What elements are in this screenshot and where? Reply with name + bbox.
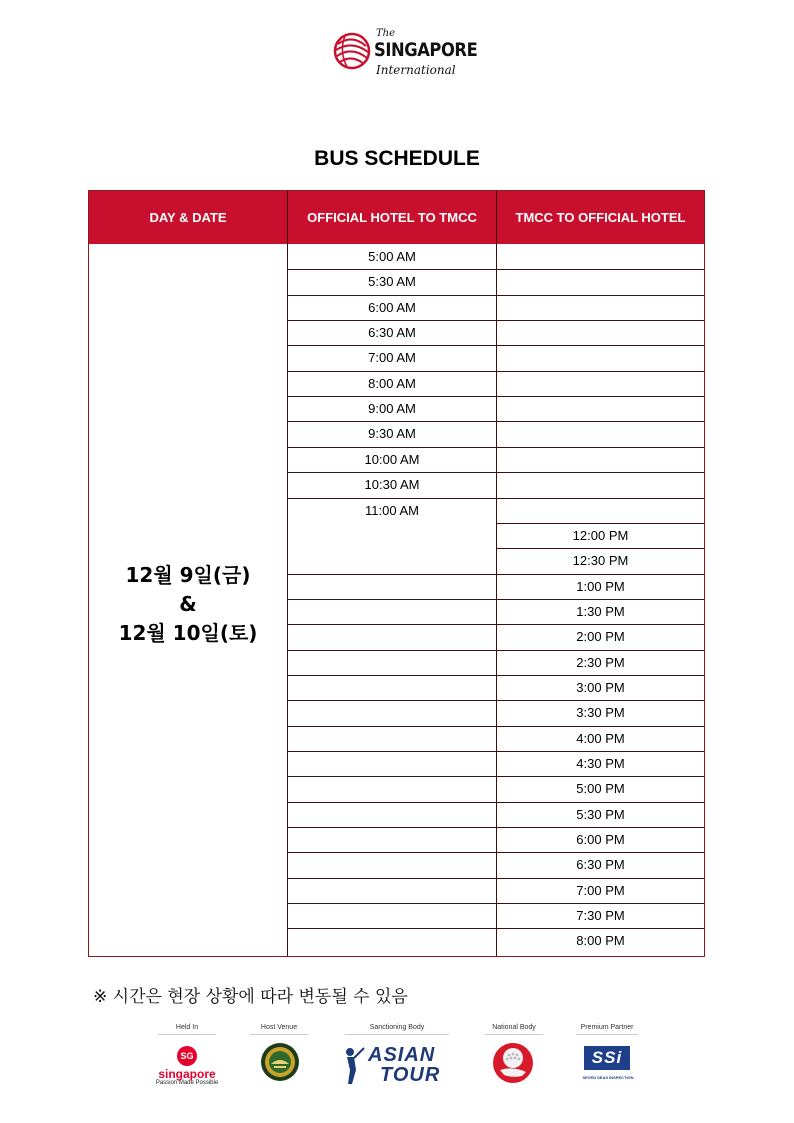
- tmcc-to-hotel-time: 2:00 PM: [576, 629, 625, 644]
- host-venue-seal-icon: [260, 1042, 300, 1082]
- hotel-to-tmcc-time: 5:30 AM: [368, 274, 416, 289]
- row-divider: [496, 269, 704, 270]
- tmcc-to-hotel-time: 3:30 PM: [576, 705, 625, 720]
- row-divider: [287, 624, 496, 625]
- hotel-to-tmcc-time: 9:00 AM: [368, 401, 416, 416]
- logo-the-text: The: [376, 28, 396, 39]
- row-divider: [287, 700, 496, 701]
- tmcc-to-hotel-time: 4:00 PM: [576, 731, 625, 746]
- ssi-logo: [578, 1042, 638, 1086]
- row-divider: [496, 498, 704, 499]
- hotel-to-tmcc-time: 8:00 AM: [368, 376, 416, 391]
- row-divider: [287, 650, 496, 651]
- page-title: BUS SCHEDULE: [314, 147, 480, 170]
- golfer-silhouette-icon: [340, 1046, 366, 1086]
- row-divider: [287, 574, 496, 575]
- tmcc-to-hotel-time: 2:30 PM: [576, 655, 625, 670]
- tmcc-to-hotel-time: 6:00 PM: [576, 832, 625, 847]
- asian-tour-line1: ASIAN: [368, 1044, 436, 1066]
- logo-sub-text: International: [376, 63, 456, 77]
- ssi-name: SEVEN SEAS INSPECTION: [582, 1075, 634, 1080]
- sponsor-label: National Body: [492, 1024, 536, 1031]
- tmcc-to-hotel-time: 1:30 PM: [576, 604, 625, 619]
- tmcc-to-hotel-time: 5:00 PM: [576, 781, 625, 796]
- asian-tour-line2: TOUR: [380, 1064, 441, 1086]
- hotel-to-tmcc-time: 10:00 AM: [364, 452, 420, 467]
- day-line: 12월 9일(금): [125, 563, 251, 587]
- sponsor-divider: [345, 1034, 449, 1035]
- row-divider: [496, 472, 704, 473]
- sponsor-divider: [158, 1034, 216, 1035]
- hotel-to-tmcc-time: 11:00 AM: [365, 503, 419, 518]
- tmcc-to-hotel-time: 7:00 PM: [576, 883, 625, 898]
- hotel-to-tmcc-time: 7:00 AM: [368, 350, 416, 365]
- row-divider: [287, 776, 496, 777]
- row-divider: [496, 396, 704, 397]
- hotel-to-tmcc-time: 6:30 AM: [368, 325, 416, 340]
- row-divider: [287, 726, 496, 727]
- sponsor-label: Sanctioning Body: [369, 1024, 425, 1031]
- row-divider: [496, 421, 704, 422]
- tmcc-to-hotel-time: 5:30 PM: [576, 807, 625, 822]
- row-divider: [287, 751, 496, 752]
- column-header-day-date: DAY & DATE: [149, 210, 227, 225]
- globe-swirl-icon: [333, 30, 371, 72]
- sponsor-label: Premium Partner: [580, 1024, 634, 1031]
- tournament-logo: [333, 26, 478, 82]
- sponsor-divider: [576, 1034, 638, 1035]
- tmcc-to-hotel-time: 4:30 PM: [576, 756, 625, 771]
- row-divider: [287, 802, 496, 803]
- singapore-wordmark: singapore: [158, 1067, 216, 1081]
- singapore-logo: [150, 1042, 224, 1090]
- row-divider: [496, 295, 704, 296]
- sponsor-divider: [485, 1034, 543, 1035]
- tmcc-to-hotel-time: 7:30 PM: [576, 908, 625, 923]
- tmcc-to-hotel-time: 6:30 PM: [576, 857, 625, 872]
- sg-badge-icon: SG: [177, 1046, 197, 1066]
- logo-main-text: SINGAPORE: [374, 39, 478, 61]
- bus-schedule-table: [88, 190, 705, 957]
- row-divider: [287, 903, 496, 904]
- singapore-tagline: Passion Made Possible: [155, 1080, 219, 1086]
- row-divider: [496, 371, 704, 372]
- row-divider: [287, 878, 496, 879]
- day-date-cell: [89, 561, 287, 648]
- ssi-mark: SSi: [584, 1046, 630, 1070]
- day-line: 12월 10일(토): [118, 621, 258, 645]
- table-header: [89, 191, 704, 244]
- hotel-to-tmcc-time: 5:00 AM: [368, 249, 416, 264]
- row-divider: [496, 320, 704, 321]
- day-line: &: [179, 592, 197, 616]
- tmcc-to-hotel-time: 12:00 PM: [572, 528, 629, 543]
- asian-tour-logo: [340, 1042, 455, 1088]
- column-header-tmcc-to-hotel: TMCC TO OFFICIAL HOTEL: [515, 210, 686, 225]
- tmcc-to-hotel-time: 3:00 PM: [576, 680, 625, 695]
- row-divider: [496, 447, 704, 448]
- row-divider: [287, 928, 496, 929]
- tmcc-to-hotel-time: 8:00 PM: [576, 933, 625, 948]
- column-header-hotel-to-tmcc: OFFICIAL HOTEL TO TMCC: [307, 210, 477, 225]
- schedule-notice: ※ 시간은 현장 상황에 따라 변동될 수 있음: [93, 987, 408, 1007]
- sponsor-label: Host Venue: [260, 1024, 298, 1031]
- hotel-to-tmcc-time: 10:30 AM: [364, 477, 420, 492]
- tmcc-to-hotel-time: 1:00 PM: [576, 579, 625, 594]
- tmcc-to-hotel-time: 12:30 PM: [572, 553, 629, 568]
- hotel-to-tmcc-time: 6:00 AM: [368, 300, 416, 315]
- national-body-emblem-icon: [492, 1042, 534, 1084]
- row-divider: [287, 852, 496, 853]
- hotel-to-tmcc-time: 9:30 AM: [368, 426, 416, 441]
- row-divider: [287, 827, 496, 828]
- row-divider: [496, 345, 704, 346]
- row-divider: [287, 675, 496, 676]
- sponsor-divider: [250, 1034, 308, 1035]
- row-divider: [287, 599, 496, 600]
- sponsor-label: Held In: [175, 1024, 199, 1031]
